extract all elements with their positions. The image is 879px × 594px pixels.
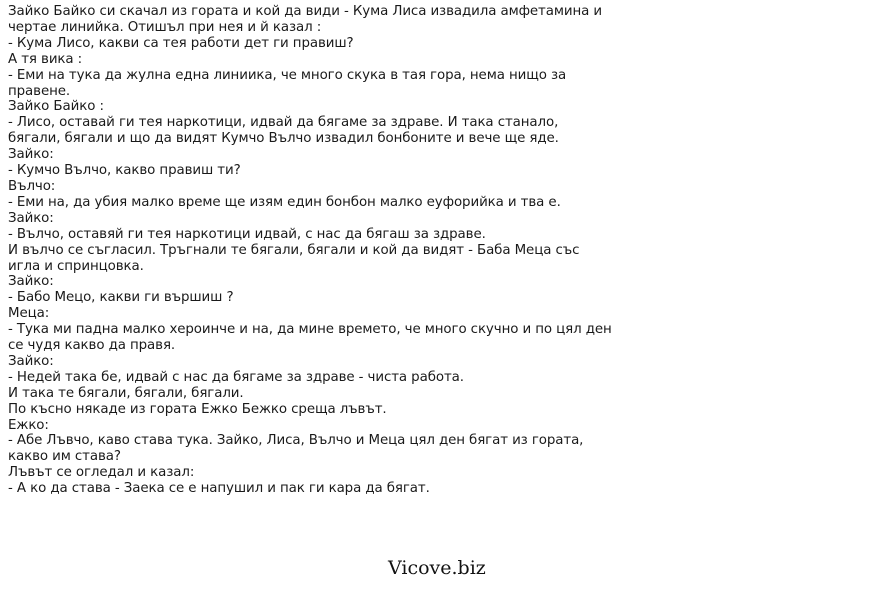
story-line: - Кумчо Вълчо, какво правиш ти? (8, 163, 241, 179)
story-line: И така те бягали, бягали, бягали. (8, 385, 244, 401)
story-line: - Вълчо, оставяй ги тея наркотици идвай, с нас да бягаш за здраве. (8, 226, 486, 242)
story-line: - Бабо Мецо, какви ги вършиш ? (8, 290, 234, 306)
story-line: И вълчо се съгласил. Тръгнали те бягали, бягали и кой да видят - Баба Меца със (8, 242, 580, 258)
story-line: - Лисо, оставай ги тея наркотици, идвай да бягаме за здраве. И така станало, (8, 115, 559, 131)
story-line: Зайко: (8, 147, 54, 163)
story-line: игла и спринцовка. (8, 258, 144, 274)
story-line: - Кума Лисо, какви са тея работи дет ги правиш? (8, 35, 354, 51)
story-line: Лъвът се огледал и казал: (8, 465, 195, 481)
story-line: Зайко: (8, 210, 54, 226)
story-line: - Еми на, да убия малко време ще изям един бонбон малко еуфорийка и тва е. (8, 194, 561, 210)
story-line: Зайко: (8, 353, 54, 369)
story-line: бягали, бягали и що да видят Кумчо Вълчо извадил бонбоните и вече ще яде. (8, 131, 559, 147)
story-line: Зайко Байко : (8, 99, 104, 115)
story-line: - Абе Лъвчо, каво става тука. Зайко, Лиса, Вълчо и Меца цял ден бягат из гората, (8, 433, 584, 449)
story-line: По късно някаде из гората Ежко Бежко среща лъвът. (8, 401, 387, 417)
story-line: - Еми на тука да жулна една линиика, че много скука в тая гора, нема нищо за (8, 67, 567, 83)
story-line: правене. (8, 83, 71, 99)
story-line: Меца: (8, 306, 50, 322)
joke-text (8, 4, 874, 497)
story-line: Зайко Байко си скачал из гората и кой да види - Кума Лиса извадила амфетамина и (8, 4, 602, 19)
story-line: - А ко да става - Заека се е напушил и пак ги кара да бягат. (8, 481, 430, 497)
story-line: Зайко: (8, 274, 54, 290)
story-line: се чудя какво да правя. (8, 338, 176, 354)
story-line: Вълчо: (8, 178, 56, 194)
site-watermark: Vicove.biz (388, 557, 486, 579)
story-line: чертае линийка. Отишъл при нея и й казал : (8, 19, 322, 35)
story-line: Ежко: (8, 417, 49, 433)
story-line: - Тука ми падна малко хероинче и на, да мине времето, че много скучно и по цял ден (8, 322, 612, 338)
story-line: - Недей така бе, идвай с нас да бягаме за здраве - чиста работа. (8, 369, 464, 385)
story-line: какво им става? (8, 449, 121, 465)
story-line: А тя вика : (8, 51, 83, 67)
